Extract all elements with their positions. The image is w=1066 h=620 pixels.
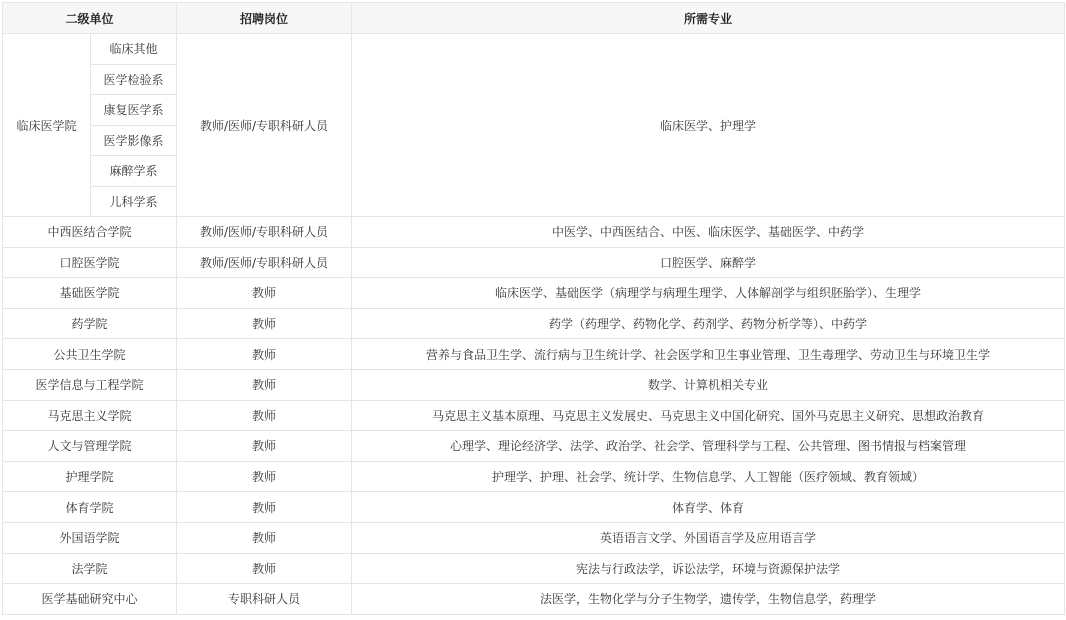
table-row bbox=[3, 553, 1065, 584]
major-cell: 体育学、体育 bbox=[352, 492, 1065, 523]
table-row bbox=[3, 431, 1065, 462]
table-row bbox=[3, 400, 1065, 431]
table-row bbox=[3, 584, 1065, 615]
unit-cell: 马克思主义学院 bbox=[3, 400, 177, 431]
major-cell: 法医学，生物化学与分子生物学，遗传学，生物信息学，药理学 bbox=[352, 584, 1065, 615]
clinical-position: 教师/医师/专职科研人员 bbox=[177, 34, 352, 217]
major-cell: 数学、计算机相关专业 bbox=[352, 369, 1065, 400]
position-cell: 教师 bbox=[177, 308, 352, 339]
major-cell: 护理学、护理、社会学、统计学、生物信息学、人工智能（医疗领域、教育领域） bbox=[352, 461, 1065, 492]
unit-cell: 法学院 bbox=[3, 553, 177, 584]
position-cell: 教师 bbox=[177, 492, 352, 523]
major-cell: 心理学、理论经济学、法学、政治学、社会学、管理科学与工程、公共管理、图书情报与档案管理 bbox=[352, 431, 1065, 462]
position-cell: 教师 bbox=[177, 400, 352, 431]
header-major: 所需专业 bbox=[352, 3, 1065, 34]
major-cell: 英语语言文学、外国语言学及应用语言学 bbox=[352, 522, 1065, 553]
table-header-row bbox=[3, 3, 1065, 34]
major-cell: 中医学、中西医结合、中医、临床医学、基础医学、中药学 bbox=[352, 217, 1065, 248]
clinical-sub-unit: 儿科学系 bbox=[91, 186, 177, 217]
unit-cell: 体育学院 bbox=[3, 492, 177, 523]
unit-cell: 药学院 bbox=[3, 308, 177, 339]
unit-cell: 公共卫生学院 bbox=[3, 339, 177, 370]
header-position: 招聘岗位 bbox=[177, 3, 352, 34]
position-cell: 教师/医师/专职科研人员 bbox=[177, 247, 352, 278]
unit-cell: 外国语学院 bbox=[3, 522, 177, 553]
table-row bbox=[3, 34, 1065, 65]
table-row bbox=[3, 369, 1065, 400]
position-cell: 教师/医师/专职科研人员 bbox=[177, 217, 352, 248]
recruitment-table bbox=[2, 2, 1065, 615]
unit-cell: 医学基础研究中心 bbox=[3, 584, 177, 615]
major-cell: 马克思主义基本原理、马克思主义发展史、马克思主义中国化研究、国外马克思主义研究、思想政治教育 bbox=[352, 400, 1065, 431]
position-cell: 教师 bbox=[177, 522, 352, 553]
table-row bbox=[3, 278, 1065, 309]
clinical-sub-unit: 医学影像系 bbox=[91, 125, 177, 156]
position-cell: 教师 bbox=[177, 431, 352, 462]
position-cell: 教师 bbox=[177, 339, 352, 370]
major-cell: 营养与食品卫生学、流行病与卫生统计学、社会医学和卫生事业管理、卫生毒理学、劳动卫生与环境卫生学 bbox=[352, 339, 1065, 370]
major-cell: 药学（药理学、药物化学、药剂学、药物分析学等）、中药学 bbox=[352, 308, 1065, 339]
clinical-unit: 临床医学院 bbox=[3, 34, 91, 217]
unit-cell: 人文与管理学院 bbox=[3, 431, 177, 462]
major-cell: 口腔医学、麻醉学 bbox=[352, 247, 1065, 278]
table-row bbox=[3, 522, 1065, 553]
unit-cell: 基础医学院 bbox=[3, 278, 177, 309]
table-row bbox=[3, 492, 1065, 523]
clinical-major: 临床医学、护理学 bbox=[352, 34, 1065, 217]
header-unit: 二级单位 bbox=[3, 3, 177, 34]
table-row bbox=[3, 339, 1065, 370]
unit-cell: 医学信息与工程学院 bbox=[3, 369, 177, 400]
unit-cell: 口腔医学院 bbox=[3, 247, 177, 278]
clinical-sub-unit: 康复医学系 bbox=[91, 95, 177, 126]
position-cell: 教师 bbox=[177, 461, 352, 492]
unit-cell: 护理学院 bbox=[3, 461, 177, 492]
position-cell: 教师 bbox=[177, 278, 352, 309]
major-cell: 宪法与行政法学，诉讼法学，环境与资源保护法学 bbox=[352, 553, 1065, 584]
position-cell: 教师 bbox=[177, 553, 352, 584]
table-body bbox=[3, 217, 1065, 615]
table-row bbox=[3, 247, 1065, 278]
table-row bbox=[3, 461, 1065, 492]
unit-cell: 中西医结合学院 bbox=[3, 217, 177, 248]
table-row bbox=[3, 308, 1065, 339]
clinical-sub-unit: 医学检验系 bbox=[91, 64, 177, 95]
clinical-sub-unit: 麻醉学系 bbox=[91, 156, 177, 187]
position-cell: 专职科研人员 bbox=[177, 584, 352, 615]
clinical-sub-unit: 临床其他 bbox=[91, 34, 177, 65]
position-cell: 教师 bbox=[177, 369, 352, 400]
major-cell: 临床医学、基础医学（病理学与病理生理学、人体解剖学与组织胚胎学）、生理学 bbox=[352, 278, 1065, 309]
table-row bbox=[3, 217, 1065, 248]
